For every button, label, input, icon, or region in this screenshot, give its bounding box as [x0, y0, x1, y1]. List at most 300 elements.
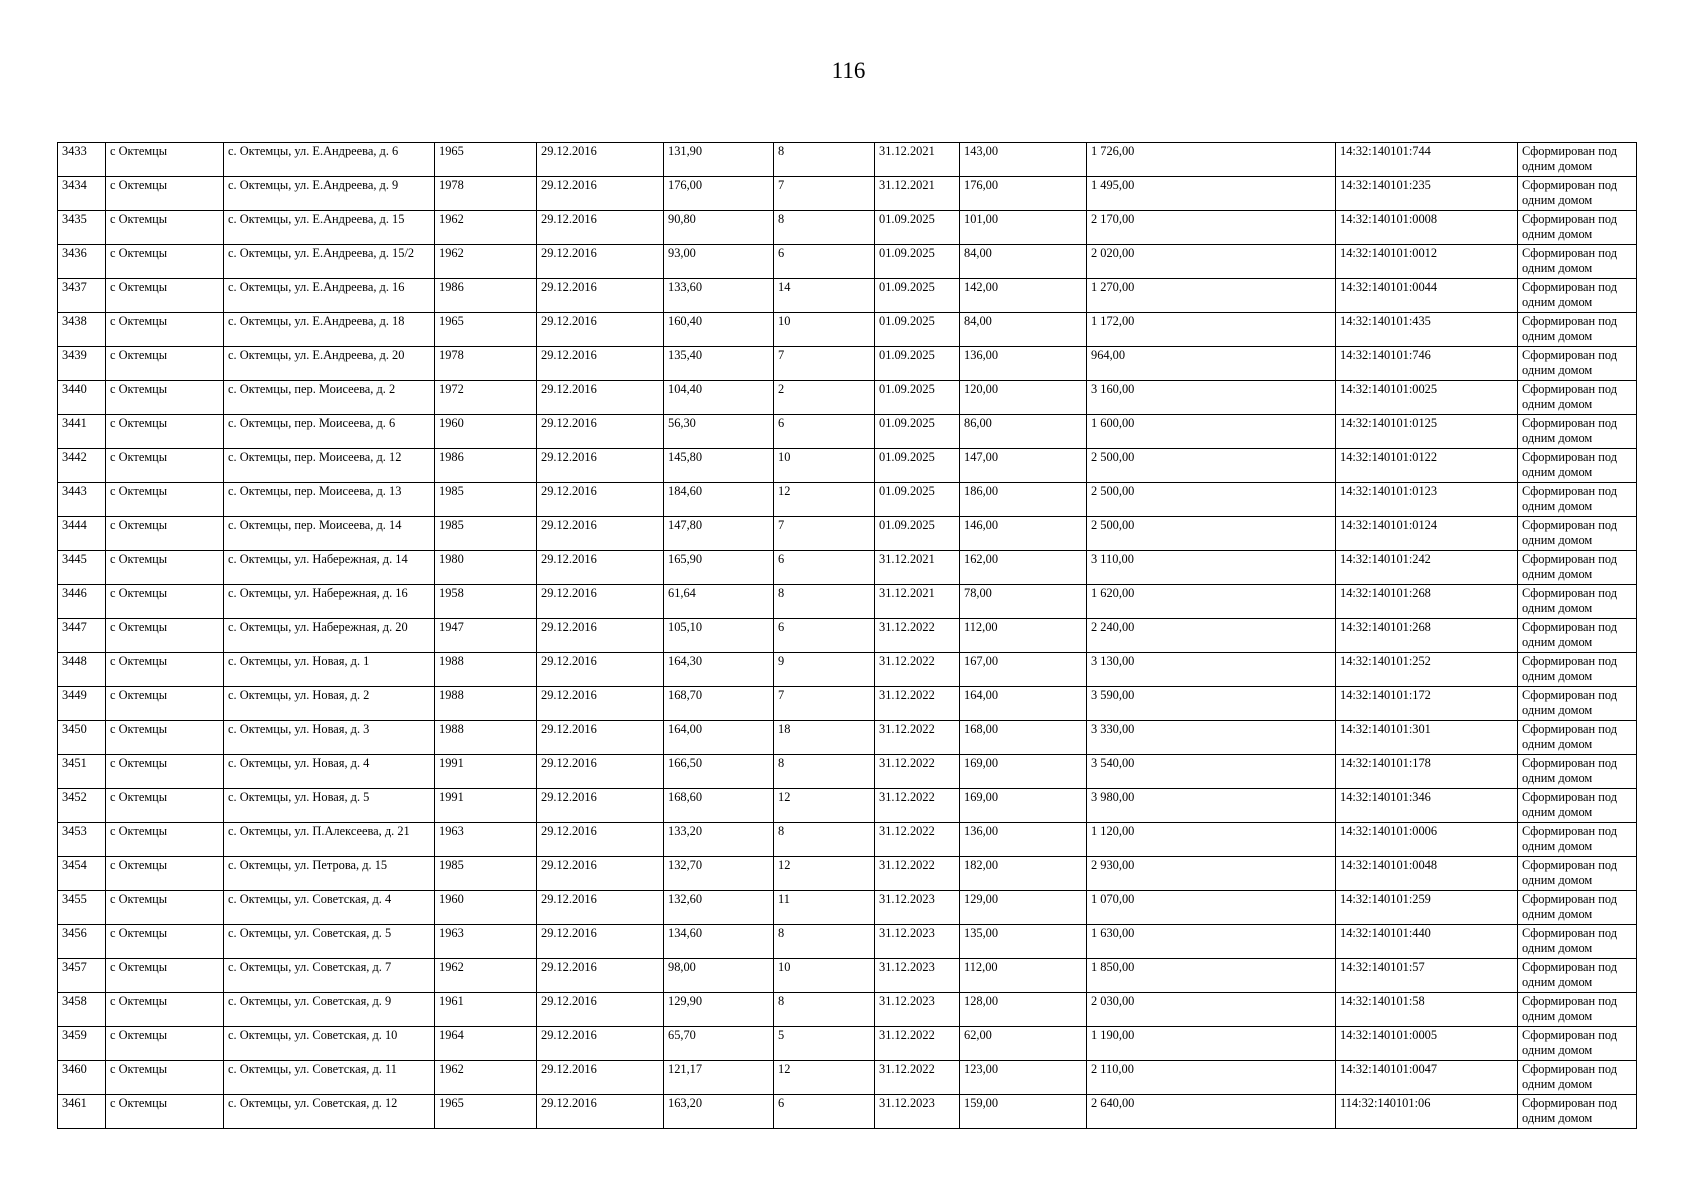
planned-area-cell: 143,00	[960, 143, 1087, 177]
area-cell: 163,20	[664, 1095, 774, 1129]
settlement-cell: с Октемцы	[106, 1095, 224, 1129]
area-cell: 133,60	[664, 279, 774, 313]
inclusion-date-cell: 29.12.2016	[537, 993, 664, 1027]
inclusion-date-cell: 29.12.2016	[537, 1061, 664, 1095]
settlement-cell: с Октемцы	[106, 143, 224, 177]
area-cell: 90,80	[664, 211, 774, 245]
year-built-cell: 1988	[435, 687, 537, 721]
inclusion-date-cell: 29.12.2016	[537, 891, 664, 925]
planned-area-cell: 123,00	[960, 1061, 1087, 1095]
relocation-date-cell: 31.12.2022	[875, 789, 960, 823]
area-cell: 93,00	[664, 245, 774, 279]
relocation-date-cell: 01.09.2025	[875, 211, 960, 245]
cost-cell: 2 240,00	[1087, 619, 1336, 653]
inclusion-date-cell: 29.12.2016	[537, 823, 664, 857]
land-plot-status-cell: Сформирован под одним домом	[1518, 585, 1637, 619]
address-cell: с. Октемцы, ул. Советская, д. 7	[224, 959, 435, 993]
row-number-cell: 3447	[58, 619, 106, 653]
address-cell: с. Октемцы, ул. Советская, д. 4	[224, 891, 435, 925]
table-row	[58, 721, 1637, 755]
settlement-cell: с Октемцы	[106, 789, 224, 823]
address-cell: с. Октемцы, пер. Моисеева, д. 2	[224, 381, 435, 415]
planned-area-cell: 84,00	[960, 313, 1087, 347]
cost-cell: 3 130,00	[1087, 653, 1336, 687]
land-plot-status-cell: Сформирован под одним домом	[1518, 347, 1637, 381]
cost-cell: 3 110,00	[1087, 551, 1336, 585]
inclusion-date-cell: 29.12.2016	[537, 857, 664, 891]
inclusion-date-cell: 29.12.2016	[537, 789, 664, 823]
cost-cell: 2 020,00	[1087, 245, 1336, 279]
year-built-cell: 1988	[435, 721, 537, 755]
cadastral-number-cell: 14:32:140101:0123	[1336, 483, 1518, 517]
cadastral-number-cell: 14:32:140101:0124	[1336, 517, 1518, 551]
table-row	[58, 177, 1637, 211]
table-row	[58, 585, 1637, 619]
area-cell: 160,40	[664, 313, 774, 347]
cost-cell: 3 540,00	[1087, 755, 1336, 789]
relocation-date-cell: 31.12.2022	[875, 755, 960, 789]
cadastral-number-cell: 14:32:140101:301	[1336, 721, 1518, 755]
planned-area-cell: 135,00	[960, 925, 1087, 959]
cost-cell: 1 726,00	[1087, 143, 1336, 177]
cost-cell: 2 500,00	[1087, 449, 1336, 483]
settlement-cell: с Октемцы	[106, 483, 224, 517]
table-row	[58, 1095, 1637, 1129]
table-row	[58, 789, 1637, 823]
relocation-date-cell: 31.12.2021	[875, 177, 960, 211]
settlement-cell: с Октемцы	[106, 687, 224, 721]
cost-cell: 1 630,00	[1087, 925, 1336, 959]
land-plot-status-cell: Сформирован под одним домом	[1518, 449, 1637, 483]
row-number-cell: 3452	[58, 789, 106, 823]
cost-cell: 1 070,00	[1087, 891, 1336, 925]
year-built-cell: 1958	[435, 585, 537, 619]
cost-cell: 2 930,00	[1087, 857, 1336, 891]
planned-area-cell: 78,00	[960, 585, 1087, 619]
row-number-cell: 3445	[58, 551, 106, 585]
residents-cell: 2	[774, 381, 875, 415]
address-cell: с. Октемцы, ул. Советская, д. 12	[224, 1095, 435, 1129]
area-cell: 135,40	[664, 347, 774, 381]
planned-area-cell: 167,00	[960, 653, 1087, 687]
inclusion-date-cell: 29.12.2016	[537, 449, 664, 483]
cost-cell: 1 172,00	[1087, 313, 1336, 347]
planned-area-cell: 112,00	[960, 619, 1087, 653]
inclusion-date-cell: 29.12.2016	[537, 313, 664, 347]
cost-cell: 2 030,00	[1087, 993, 1336, 1027]
year-built-cell: 1963	[435, 925, 537, 959]
area-cell: 147,80	[664, 517, 774, 551]
year-built-cell: 1964	[435, 1027, 537, 1061]
year-built-cell: 1965	[435, 1095, 537, 1129]
relocation-date-cell: 31.12.2022	[875, 823, 960, 857]
cadastral-number-cell: 14:32:140101:346	[1336, 789, 1518, 823]
residents-cell: 18	[774, 721, 875, 755]
relocation-date-cell: 31.12.2022	[875, 687, 960, 721]
settlement-cell: с Октемцы	[106, 1027, 224, 1061]
land-plot-status-cell: Сформирован под одним домом	[1518, 1027, 1637, 1061]
land-plot-status-cell: Сформирован под одним домом	[1518, 279, 1637, 313]
row-number-cell: 3444	[58, 517, 106, 551]
year-built-cell: 1965	[435, 313, 537, 347]
address-cell: с. Октемцы, ул. Новая, д. 2	[224, 687, 435, 721]
address-cell: с. Октемцы, ул. Е.Андреева, д. 15/2	[224, 245, 435, 279]
cadastral-number-cell: 14:32:140101:268	[1336, 619, 1518, 653]
cadastral-number-cell: 14:32:140101:0012	[1336, 245, 1518, 279]
address-cell: с. Октемцы, ул. Набережная, д. 14	[224, 551, 435, 585]
residents-cell: 6	[774, 415, 875, 449]
inclusion-date-cell: 29.12.2016	[537, 483, 664, 517]
year-built-cell: 1947	[435, 619, 537, 653]
table-row	[58, 517, 1637, 551]
address-cell: с. Октемцы, ул. Советская, д. 11	[224, 1061, 435, 1095]
settlement-cell: с Октемцы	[106, 517, 224, 551]
land-plot-status-cell: Сформирован под одним домом	[1518, 313, 1637, 347]
year-built-cell: 1961	[435, 993, 537, 1027]
year-built-cell: 1965	[435, 143, 537, 177]
planned-area-cell: 86,00	[960, 415, 1087, 449]
residents-cell: 10	[774, 959, 875, 993]
residents-cell: 11	[774, 891, 875, 925]
area-cell: 129,90	[664, 993, 774, 1027]
cadastral-number-cell: 14:32:140101:57	[1336, 959, 1518, 993]
planned-area-cell: 168,00	[960, 721, 1087, 755]
address-cell: с. Октемцы, пер. Моисеева, д. 14	[224, 517, 435, 551]
settlement-cell: с Октемцы	[106, 551, 224, 585]
area-cell: 56,30	[664, 415, 774, 449]
table-row	[58, 415, 1637, 449]
inclusion-date-cell: 29.12.2016	[537, 245, 664, 279]
row-number-cell: 3453	[58, 823, 106, 857]
planned-area-cell: 120,00	[960, 381, 1087, 415]
settlement-cell: с Октемцы	[106, 449, 224, 483]
table-row	[58, 1027, 1637, 1061]
land-plot-status-cell: Сформирован под одним домом	[1518, 1061, 1637, 1095]
cadastral-number-cell: 14:32:140101:0125	[1336, 415, 1518, 449]
planned-area-cell: 176,00	[960, 177, 1087, 211]
planned-area-cell: 164,00	[960, 687, 1087, 721]
cost-cell: 1 270,00	[1087, 279, 1336, 313]
area-cell: 176,00	[664, 177, 774, 211]
residents-cell: 8	[774, 755, 875, 789]
residents-cell: 7	[774, 517, 875, 551]
row-number-cell: 3443	[58, 483, 106, 517]
row-number-cell: 3448	[58, 653, 106, 687]
cadastral-number-cell: 14:32:140101:0044	[1336, 279, 1518, 313]
planned-area-cell: 112,00	[960, 959, 1087, 993]
relocation-date-cell: 01.09.2025	[875, 313, 960, 347]
land-plot-status-cell: Сформирован под одним домом	[1518, 721, 1637, 755]
planned-area-cell: 101,00	[960, 211, 1087, 245]
housing-registry-table	[57, 142, 1637, 1129]
cadastral-number-cell: 14:32:140101:0005	[1336, 1027, 1518, 1061]
cost-cell: 2 640,00	[1087, 1095, 1336, 1129]
area-cell: 105,10	[664, 619, 774, 653]
relocation-date-cell: 31.12.2023	[875, 1095, 960, 1129]
residents-cell: 12	[774, 1061, 875, 1095]
table-row	[58, 143, 1637, 177]
relocation-date-cell: 31.12.2023	[875, 925, 960, 959]
residents-cell: 7	[774, 177, 875, 211]
area-cell: 164,30	[664, 653, 774, 687]
area-cell: 132,70	[664, 857, 774, 891]
year-built-cell: 1972	[435, 381, 537, 415]
residents-cell: 6	[774, 1095, 875, 1129]
row-number-cell: 3459	[58, 1027, 106, 1061]
land-plot-status-cell: Сформирован под одним домом	[1518, 653, 1637, 687]
land-plot-status-cell: Сформирован под одним домом	[1518, 857, 1637, 891]
row-number-cell: 3460	[58, 1061, 106, 1095]
inclusion-date-cell: 29.12.2016	[537, 585, 664, 619]
cost-cell: 1 190,00	[1087, 1027, 1336, 1061]
settlement-cell: с Октемцы	[106, 925, 224, 959]
cadastral-number-cell: 14:32:140101:0006	[1336, 823, 1518, 857]
row-number-cell: 3439	[58, 347, 106, 381]
settlement-cell: с Октемцы	[106, 959, 224, 993]
cost-cell: 3 160,00	[1087, 381, 1336, 415]
cadastral-number-cell: 14:32:140101:746	[1336, 347, 1518, 381]
row-number-cell: 3451	[58, 755, 106, 789]
row-number-cell: 3458	[58, 993, 106, 1027]
settlement-cell: с Октемцы	[106, 857, 224, 891]
relocation-date-cell: 31.12.2023	[875, 993, 960, 1027]
residents-cell: 9	[774, 653, 875, 687]
table-row	[58, 551, 1637, 585]
address-cell: с. Октемцы, ул. Новая, д. 3	[224, 721, 435, 755]
year-built-cell: 1988	[435, 653, 537, 687]
settlement-cell: с Октемцы	[106, 619, 224, 653]
residents-cell: 6	[774, 551, 875, 585]
inclusion-date-cell: 29.12.2016	[537, 959, 664, 993]
planned-area-cell: 142,00	[960, 279, 1087, 313]
land-plot-status-cell: Сформирован под одним домом	[1518, 789, 1637, 823]
inclusion-date-cell: 29.12.2016	[537, 653, 664, 687]
area-cell: 65,70	[664, 1027, 774, 1061]
residents-cell: 12	[774, 789, 875, 823]
address-cell: с. Октемцы, пер. Моисеева, д. 13	[224, 483, 435, 517]
residents-cell: 10	[774, 449, 875, 483]
residents-cell: 12	[774, 483, 875, 517]
land-plot-status-cell: Сформирован под одним домом	[1518, 755, 1637, 789]
address-cell: с. Октемцы, ул. Е.Андреева, д. 20	[224, 347, 435, 381]
relocation-date-cell: 31.12.2022	[875, 1027, 960, 1061]
table-row	[58, 891, 1637, 925]
year-built-cell: 1978	[435, 347, 537, 381]
inclusion-date-cell: 29.12.2016	[537, 143, 664, 177]
row-number-cell: 3442	[58, 449, 106, 483]
cost-cell: 1 620,00	[1087, 585, 1336, 619]
table-row	[58, 993, 1637, 1027]
year-built-cell: 1960	[435, 415, 537, 449]
row-number-cell: 3433	[58, 143, 106, 177]
row-number-cell: 3454	[58, 857, 106, 891]
area-cell: 132,60	[664, 891, 774, 925]
table-row	[58, 959, 1637, 993]
table-row	[58, 211, 1637, 245]
settlement-cell: с Октемцы	[106, 993, 224, 1027]
cost-cell: 1 850,00	[1087, 959, 1336, 993]
table-row	[58, 687, 1637, 721]
cadastral-number-cell: 14:32:140101:0047	[1336, 1061, 1518, 1095]
relocation-date-cell: 31.12.2021	[875, 551, 960, 585]
settlement-cell: с Октемцы	[106, 653, 224, 687]
table-row	[58, 925, 1637, 959]
cadastral-number-cell: 14:32:140101:744	[1336, 143, 1518, 177]
relocation-date-cell: 31.12.2022	[875, 619, 960, 653]
land-plot-status-cell: Сформирован под одним домом	[1518, 619, 1637, 653]
residents-cell: 8	[774, 585, 875, 619]
year-built-cell: 1962	[435, 245, 537, 279]
land-plot-status-cell: Сформирован под одним домом	[1518, 483, 1637, 517]
inclusion-date-cell: 29.12.2016	[537, 619, 664, 653]
cost-cell: 2 110,00	[1087, 1061, 1336, 1095]
inclusion-date-cell: 29.12.2016	[537, 177, 664, 211]
settlement-cell: с Октемцы	[106, 823, 224, 857]
row-number-cell: 3438	[58, 313, 106, 347]
land-plot-status-cell: Сформирован под одним домом	[1518, 551, 1637, 585]
address-cell: с. Октемцы, ул. Е.Андреева, д. 6	[224, 143, 435, 177]
settlement-cell: с Октемцы	[106, 313, 224, 347]
row-number-cell: 3456	[58, 925, 106, 959]
table-row	[58, 381, 1637, 415]
residents-cell: 8	[774, 925, 875, 959]
table-row	[58, 245, 1637, 279]
inclusion-date-cell: 29.12.2016	[537, 381, 664, 415]
land-plot-status-cell: Сформирован под одним домом	[1518, 415, 1637, 449]
cadastral-number-cell: 14:32:140101:435	[1336, 313, 1518, 347]
settlement-cell: с Октемцы	[106, 891, 224, 925]
residents-cell: 7	[774, 687, 875, 721]
table-row	[58, 313, 1637, 347]
settlement-cell: с Октемцы	[106, 211, 224, 245]
row-number-cell: 3441	[58, 415, 106, 449]
settlement-cell: с Октемцы	[106, 585, 224, 619]
area-cell: 184,60	[664, 483, 774, 517]
year-built-cell: 1962	[435, 959, 537, 993]
cadastral-number-cell: 14:32:140101:235	[1336, 177, 1518, 211]
table-row	[58, 449, 1637, 483]
inclusion-date-cell: 29.12.2016	[537, 551, 664, 585]
residents-cell: 14	[774, 279, 875, 313]
cadastral-number-cell: 14:32:140101:0008	[1336, 211, 1518, 245]
address-cell: с. Октемцы, ул. Новая, д. 4	[224, 755, 435, 789]
relocation-date-cell: 31.12.2021	[875, 585, 960, 619]
relocation-date-cell: 31.12.2021	[875, 143, 960, 177]
relocation-date-cell: 31.12.2023	[875, 891, 960, 925]
relocation-date-cell: 01.09.2025	[875, 245, 960, 279]
address-cell: с. Октемцы, ул. Советская, д. 9	[224, 993, 435, 1027]
cost-cell: 2 170,00	[1087, 211, 1336, 245]
year-built-cell: 1962	[435, 1061, 537, 1095]
table-row	[58, 279, 1637, 313]
residents-cell: 8	[774, 823, 875, 857]
land-plot-status-cell: Сформирован под одним домом	[1518, 177, 1637, 211]
inclusion-date-cell: 29.12.2016	[537, 347, 664, 381]
relocation-date-cell: 01.09.2025	[875, 449, 960, 483]
row-number-cell: 3436	[58, 245, 106, 279]
address-cell: с. Октемцы, ул. Новая, д. 5	[224, 789, 435, 823]
inclusion-date-cell: 29.12.2016	[537, 755, 664, 789]
cost-cell: 1 495,00	[1087, 177, 1336, 211]
area-cell: 168,60	[664, 789, 774, 823]
cadastral-number-cell: 14:32:140101:268	[1336, 585, 1518, 619]
land-plot-status-cell: Сформирован под одним домом	[1518, 517, 1637, 551]
cadastral-number-cell: 14:32:140101:252	[1336, 653, 1518, 687]
relocation-date-cell: 31.12.2023	[875, 959, 960, 993]
planned-area-cell: 136,00	[960, 823, 1087, 857]
planned-area-cell: 128,00	[960, 993, 1087, 1027]
year-built-cell: 1991	[435, 789, 537, 823]
planned-area-cell: 162,00	[960, 551, 1087, 585]
inclusion-date-cell: 29.12.2016	[537, 279, 664, 313]
relocation-date-cell: 01.09.2025	[875, 381, 960, 415]
land-plot-status-cell: Сформирован под одним домом	[1518, 993, 1637, 1027]
address-cell: с. Октемцы, ул. Петрова, д. 15	[224, 857, 435, 891]
address-cell: с. Октемцы, ул. Набережная, д. 16	[224, 585, 435, 619]
land-plot-status-cell: Сформирован под одним домом	[1518, 823, 1637, 857]
settlement-cell: с Октемцы	[106, 347, 224, 381]
inclusion-date-cell: 29.12.2016	[537, 925, 664, 959]
inclusion-date-cell: 29.12.2016	[537, 415, 664, 449]
table-row	[58, 619, 1637, 653]
address-cell: с. Октемцы, ул. Советская, д. 5	[224, 925, 435, 959]
cost-cell: 2 500,00	[1087, 483, 1336, 517]
year-built-cell: 1978	[435, 177, 537, 211]
cadastral-number-cell: 114:32:140101:06	[1336, 1095, 1518, 1129]
address-cell: с. Октемцы, ул. Е.Андреева, д. 9	[224, 177, 435, 211]
planned-area-cell: 169,00	[960, 789, 1087, 823]
relocation-date-cell: 01.09.2025	[875, 279, 960, 313]
settlement-cell: с Октемцы	[106, 177, 224, 211]
relocation-date-cell: 31.12.2022	[875, 653, 960, 687]
land-plot-status-cell: Сформирован под одним домом	[1518, 925, 1637, 959]
address-cell: с. Октемцы, пер. Моисеева, д. 12	[224, 449, 435, 483]
address-cell: с. Октемцы, ул. Е.Андреева, д. 16	[224, 279, 435, 313]
cadastral-number-cell: 14:32:140101:440	[1336, 925, 1518, 959]
relocation-date-cell: 31.12.2022	[875, 721, 960, 755]
cost-cell: 3 980,00	[1087, 789, 1336, 823]
planned-area-cell: 182,00	[960, 857, 1087, 891]
planned-area-cell: 129,00	[960, 891, 1087, 925]
address-cell: с. Октемцы, ул. Набережная, д. 20	[224, 619, 435, 653]
land-plot-status-cell: Сформирован под одним домом	[1518, 891, 1637, 925]
table-row	[58, 823, 1637, 857]
land-plot-status-cell: Сформирован под одним домом	[1518, 245, 1637, 279]
relocation-date-cell: 31.12.2022	[875, 1061, 960, 1095]
row-number-cell: 3446	[58, 585, 106, 619]
area-cell: 166,50	[664, 755, 774, 789]
year-built-cell: 1986	[435, 449, 537, 483]
cadastral-number-cell: 14:32:140101:242	[1336, 551, 1518, 585]
planned-area-cell: 84,00	[960, 245, 1087, 279]
land-plot-status-cell: Сформирован под одним домом	[1518, 687, 1637, 721]
settlement-cell: с Октемцы	[106, 381, 224, 415]
residents-cell: 8	[774, 211, 875, 245]
residents-cell: 8	[774, 143, 875, 177]
land-plot-status-cell: Сформирован под одним домом	[1518, 143, 1637, 177]
inclusion-date-cell: 29.12.2016	[537, 721, 664, 755]
inclusion-date-cell: 29.12.2016	[537, 517, 664, 551]
settlement-cell: с Октемцы	[106, 279, 224, 313]
land-plot-status-cell: Сформирован под одним домом	[1518, 1095, 1637, 1129]
residents-cell: 8	[774, 993, 875, 1027]
planned-area-cell: 147,00	[960, 449, 1087, 483]
area-cell: 134,60	[664, 925, 774, 959]
cadastral-number-cell: 14:32:140101:178	[1336, 755, 1518, 789]
year-built-cell: 1985	[435, 857, 537, 891]
year-built-cell: 1991	[435, 755, 537, 789]
area-cell: 131,90	[664, 143, 774, 177]
